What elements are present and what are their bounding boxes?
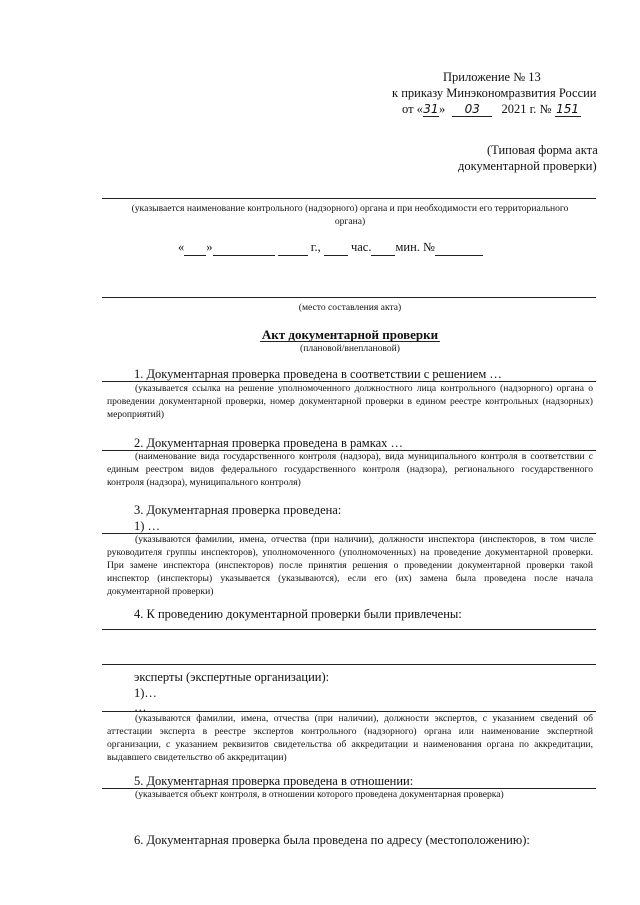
section-6-title: 6. Документарная проверка была проведена по адресу (местоположению): <box>134 833 530 847</box>
place-underline <box>102 297 596 298</box>
authority-caption-2: органа) <box>334 216 366 227</box>
section-1-title: 1. Документарная проверка проведена в соответствии с решением … <box>134 367 502 381</box>
section-3-caption: (указываются фамилии, имена, отчества (при наличии), должности инспектора (инспекторов, в том числе руководителя группы инспекторов), уполномоченного (уполномоченных) на проведение документарной проверки. При замене инспектора (инспекторов) после принятия решения о проведении документарной проверки такой инспектор (инспекторы) указывается (указываются), если его (их) замена была проведена после начала документарной проверки) <box>107 534 593 597</box>
year-blank <box>278 240 308 256</box>
datetime-row <box>178 240 483 256</box>
day-blank <box>184 240 206 256</box>
section-5-title: 5. Документарная проверка проведена в отношении: <box>134 774 414 788</box>
hours-blank <box>324 240 348 256</box>
number-blank <box>435 240 483 256</box>
section-4-title: 4. К проведению документарной проверки были привлечены: <box>134 607 462 621</box>
section-3-item: 1) … <box>134 519 161 533</box>
section-4-experts: эксперты (экспертные организации): <box>134 670 330 684</box>
act-subtitle: (плановой/внеплановой) <box>300 343 400 354</box>
quote-close: » <box>206 240 213 254</box>
order-reference: к приказу Минэкономразвития России <box>392 86 597 100</box>
section-1-caption: (указывается ссылка на решение уполномоченного должностного лица контрольного (надзорного) органа о проведении документарной проверки, номер документарной проверки в едином реестре контрольных (надзорных) мероприятий) <box>107 383 593 420</box>
minutes-label: мин. № <box>395 240 435 254</box>
date-separator: » <box>438 102 446 116</box>
section-4-caption: (указываются фамилии, имена, отчества (при наличии), должности экспертов, с указанием сведений об аттестации эксперта в реестре экспертов контрольного (надзорного) органа или наименование экспертной организации, с указанием реквизитов свидетельства об аккредитации и наименования органа по аккредитации, выдавшего свидетельство об аккредитации) <box>107 713 593 763</box>
section-4-item: 1)… <box>134 686 157 700</box>
minutes-blank <box>371 240 395 256</box>
month-blank <box>213 240 275 256</box>
section-2-title: 2. Документарная проверка проведена в рамках … <box>134 436 404 450</box>
date-prefix: от « <box>402 102 423 116</box>
form-note-line2: документарной проверки) <box>458 159 597 173</box>
authority-underline <box>102 198 596 199</box>
section-4-ellipsis: … <box>134 700 147 714</box>
order-day: 31 <box>423 102 439 116</box>
section-4-line-2 <box>102 664 596 665</box>
order-month: 03 <box>452 102 492 117</box>
section-3-title: 3. Документарная проверка проведена: <box>134 503 342 517</box>
section-5-caption: (указывается объект контроля, в отношении которого проведена документарная проверка) <box>135 789 504 800</box>
year-label: г., <box>310 240 321 254</box>
appendix-number: Приложение № 13 <box>443 70 541 84</box>
hours-label: час. <box>350 240 372 254</box>
section-2-caption: (наименование вида государственного контроля (надзора), вида муниципального контроля в соответствии с единым реестром видов федерального государственного контроля (надзора), регионального государственного контроля (надзора), муниципального контроля) <box>107 451 593 488</box>
act-title: Акт документарной проверки <box>261 327 439 342</box>
place-caption: (место составления акта) <box>298 302 402 313</box>
authority-caption-1: (указывается наименование контрольного (надзорного) органа и при необходимости его территориального <box>131 203 569 214</box>
quote-open: « <box>178 240 185 254</box>
form-note-line1: (Типовая форма акта <box>487 143 598 157</box>
order-year: 2021 г. № <box>501 102 552 116</box>
order-number: 151 <box>556 102 580 116</box>
section-4-line-1 <box>102 629 596 630</box>
order-date-line <box>402 102 581 117</box>
